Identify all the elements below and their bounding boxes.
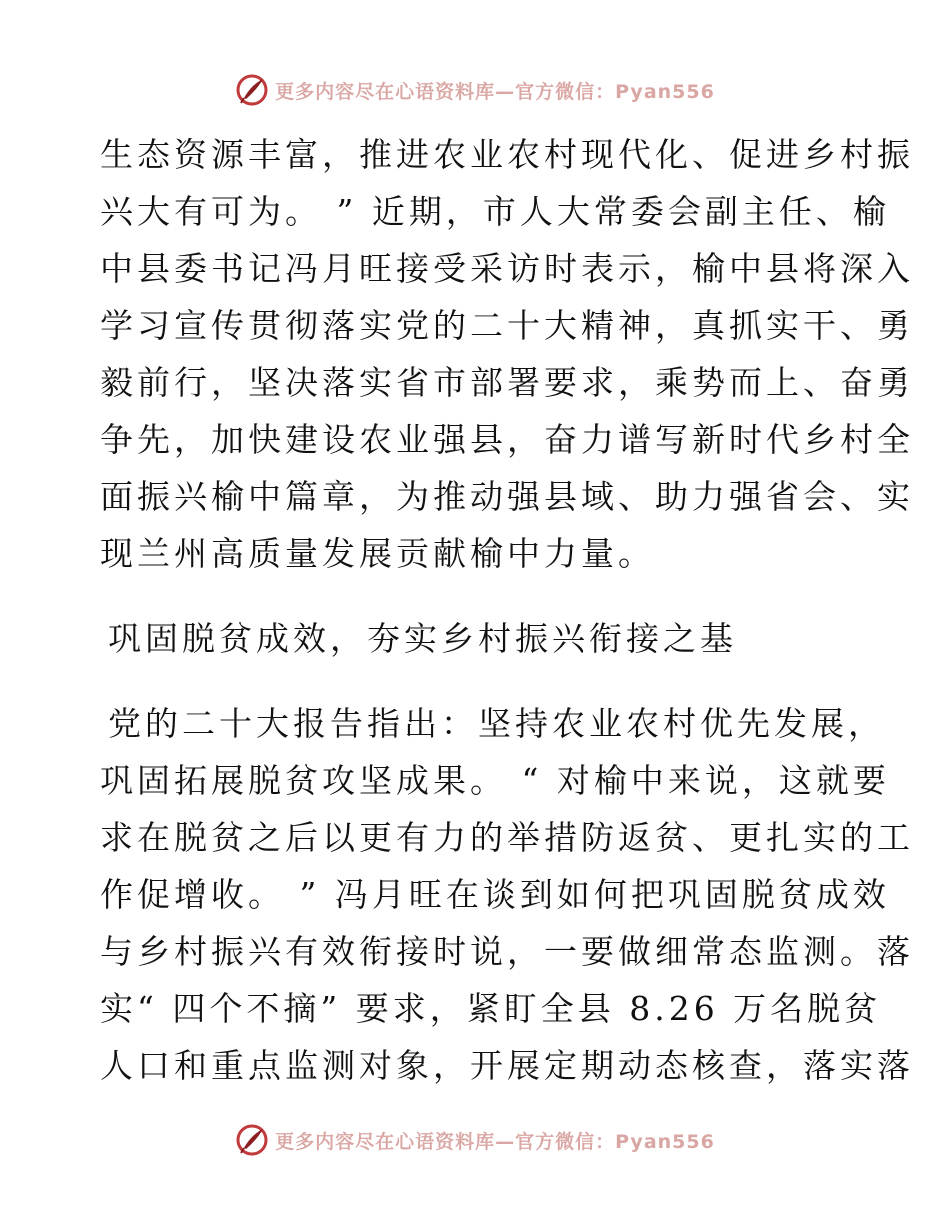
text-line: 巩固拓展脱贫攻坚成果。 “ 对榆中来说，这就要 (100, 761, 890, 800)
watermark-text: 更多内容尽在心语资料库—官方微信：Pyan556 (275, 80, 715, 103)
document-body (100, 126, 914, 1094)
text-line: 现兰州高质量发展贡献榆中力量。 (100, 534, 655, 573)
text-line: 兴大有可为。 ” 近期，市人大常委会副主任、榆 (100, 192, 890, 231)
red-quill-logo-icon (235, 1123, 269, 1157)
text-line: 中县委书记冯月旺接受采访时表示，榆中县将深入 (100, 249, 914, 288)
section-heading: 巩固脱贫成效，夯实乡村振兴衔接之基 (108, 619, 737, 658)
watermark-footer (0, 1122, 950, 1158)
text-line: 求在脱贫之后以更有力的举措防返贫、更扎实的工 (100, 818, 914, 857)
text-line: 面振兴榆中篇章，为推动强县域、助力强省会、实 (100, 477, 914, 516)
red-quill-logo-icon (235, 73, 269, 107)
text-line: 实“ 四个不摘” 要求，紧盯全县 8.26 万名脱贫 (100, 989, 882, 1028)
text-line: 生态资源丰富，推进农业农村现代化、促进乡村振 (100, 135, 914, 174)
text-line: 学习宣传贯彻落实党的二十大精神，真抓实干、勇 (100, 306, 914, 345)
text-line: 作促增收。 ” 冯月旺在谈到如何把巩固脱贫成效 (100, 875, 890, 914)
text-line: 争先，加快建设农业强县，奋力谱写新时代乡村全 (100, 420, 914, 459)
watermark-text: 更多内容尽在心语资料库—官方微信：Pyan556 (275, 1130, 715, 1153)
text-line: 毅前行，坚决落实省市部署要求，乘势而上、奋勇 (100, 363, 914, 402)
text-line: 党的二十大报告指出：坚持农业农村优先发展， (108, 704, 885, 743)
watermark-header (0, 72, 950, 108)
text-line: 人口和重点监测对象，开展定期动态核查，落实落 (100, 1046, 914, 1085)
text-line: 与乡村振兴有效衔接时说，一要做细常态监测。落 (100, 932, 914, 971)
